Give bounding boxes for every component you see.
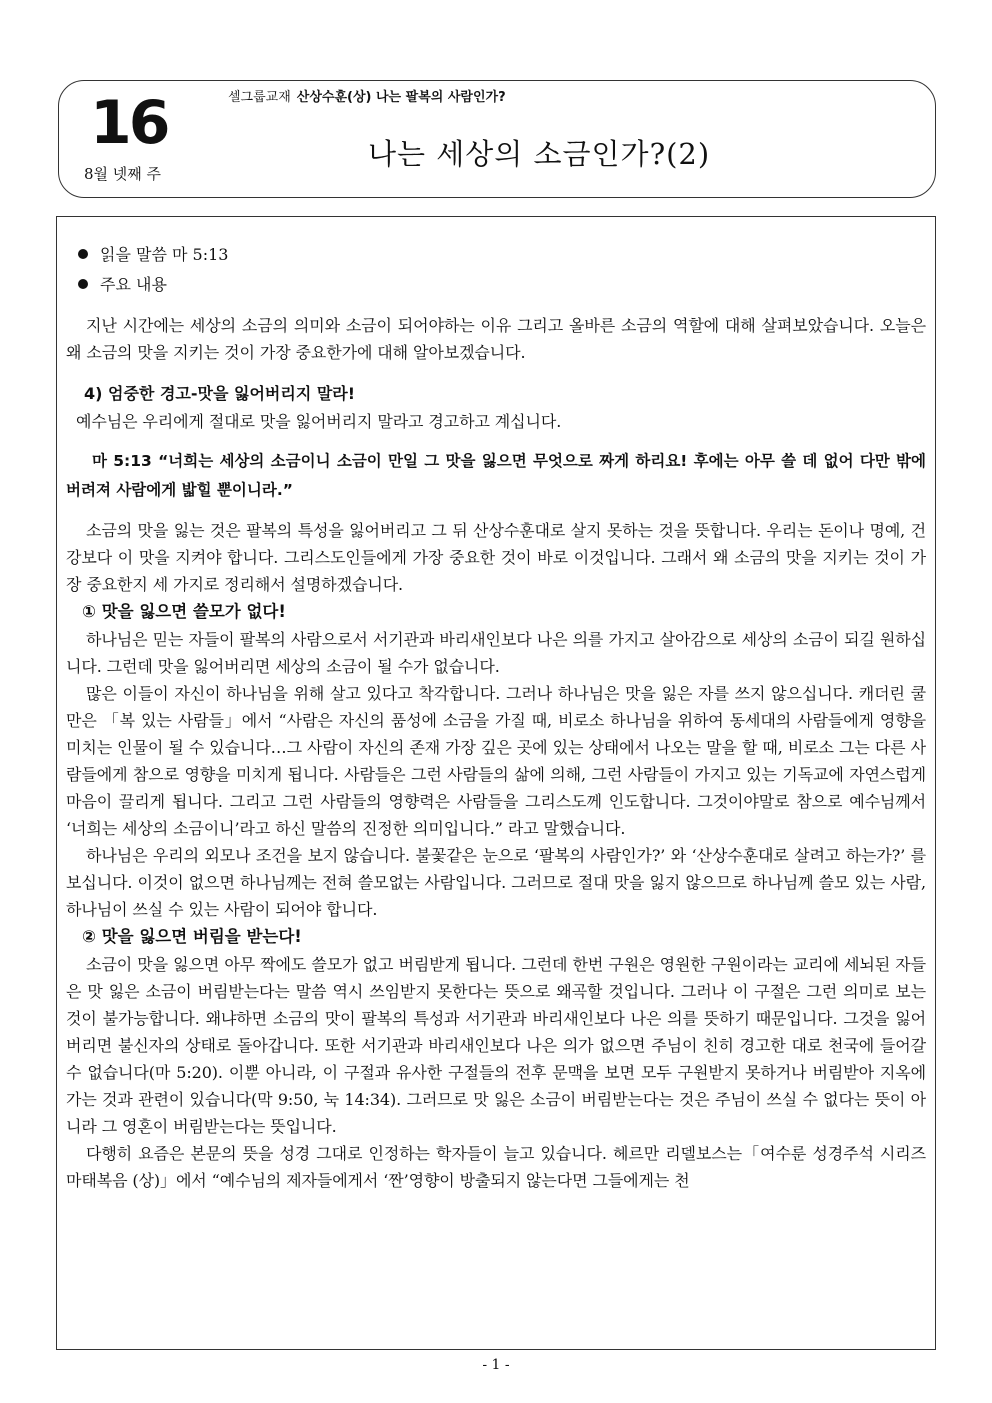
section4-heading: 4) 엄중한 경고-맛을 잃어버리지 말라! <box>84 384 356 403</box>
series-title: 산상수훈(상) 나는 팔복의 사람인가? <box>296 90 506 105</box>
page-title: 나는 세상의 소금인가?(2) <box>368 137 711 171</box>
reading-label: 읽을 말씀 <box>100 245 167 264</box>
series-label: 셀그룹교재 <box>228 90 291 105</box>
point2-paragraph: 소금이 맛을 잃으면 아무 짝에도 쓸모가 없고 버림받게 됩니다. 그런데 한번 구원은 영원한 구원이라는 교리에 세뇌된 자들은 맛 잃은 소금이 버림받는다는 말씀 역시 쓰임받지 못한다는 뜻으로 왜곡할 것입니다. 그러나 이 구절은 그런 의미로 보는 것이 불가능합니다. 왜냐하면 소금의 맛이 팔복의 특성과 서기관과 바리새인보다 나은 의를 뜻하기 때문입니다. 그것을 잃어버리면 불신자의 상태로 돌아갑니다. 또한 서기관과 바리새인보다 나은 의가 없으면 주님이 친히 경고한 대로 천국에 들어갈 수 없습니다(마 5:20). 이뿐 아니라, 이 구절과 유사한 구절들의 전후 문맥을 보면 모두 구원받지 못하거나 버림받아 지옥에 가는 것과 관련이 있습니다(막 9:50, 눅 14:34). 그러므로 맛 잃은 소금이 버림받는다는 것은 주님이 쓰실 수 없다는 뜻이 아니라 그 영혼이 버림받는다는 뜻입니다. <box>66 955 926 1136</box>
series-line <box>228 89 506 107</box>
verse-quote: 마 5:13 “너희는 세상의 소금이니 소금이 만일 그 맛을 잃으면 무엇으로 짜게 하리요! 후에는 아무 쓸 데 없어 다만 밖에 버려져 사람에게 밟힐 뿐이니라.” <box>66 452 926 499</box>
week-label: 8월 넷째 주 <box>84 165 162 183</box>
section4-lead: 예수님은 우리에게 절대로 맛을 잃어버리지 말라고 경고하고 계십니다. <box>76 412 562 431</box>
point2-paragraph: 다행히 요즘은 본문의 뜻을 성경 그대로 인정하는 학자들이 늘고 있습니다. 헤르만 리델보스는「여수룬 성경주석 시리즈 마태복음 (상)」에서 “예수님의 제자들에게서 ‘짠’영향이 방출되지 않는다면 그들에게는 천 <box>66 1144 926 1190</box>
reading-ref: 마 5:13 <box>172 245 229 264</box>
point1-heading: ① 맛을 잃으면 쓸모가 없다! <box>82 602 286 621</box>
bullet-icon <box>78 279 88 289</box>
point1-paragraph: 하나님은 믿는 자들이 팔복의 사람으로서 서기관과 바리새인보다 나은 의를 가지고 살아감으로 세상의 소금이 되길 원하십니다. 그런데 맛을 잃어버리면 세상의 소금이 될 수가 없습니다. <box>66 630 926 676</box>
point2-heading: ② 맛을 잃으면 버림을 받는다! <box>82 927 302 946</box>
section4-paragraph: 소금의 맛을 잃는 것은 팔복의 특성을 잃어버리고 그 뒤 산상수훈대로 살지 못하는 것을 뜻합니다. 우리는 돈이나 명예, 건강보다 이 맛을 지켜야 합니다. 그리스도인들에게 가장 중요한 것이 바로 이것입니다. 그래서 왜 소금의 맛을 지키는 것이 가장 중요한지 세 가지로 정리해서 설명하겠습니다. <box>66 521 926 594</box>
reading-line <box>66 240 926 270</box>
page-number: - 1 - <box>482 1357 510 1373</box>
lesson-number: 16 <box>90 88 168 158</box>
point1-paragraph: 하나님은 우리의 외모나 조건을 보지 않습니다. 불꽃같은 눈으로 ‘팔복의 사람인가?’ 와 ‘산상수훈대로 살려고 하는가?’ 를 보십니다. 이것이 없으면 하나님께는 전혀 쓸모없는 사람입니다. 그러므로 절대 맛을 잃지 않으므로 하나님께 쓸모 있는 사람, 하나님이 쓰실 수 있는 사람이 되어야 합니다. <box>66 846 926 919</box>
bullet-icon <box>78 249 88 259</box>
intro-paragraph: 지난 시간에는 세상의 소금의 의미와 소금이 되어야하는 이유 그리고 올바른 소금의 역할에 대해 살펴보았습니다. 오늘은 왜 소금의 맛을 지키는 것이 가장 중요한가에 대해 알아보겠습니다. <box>66 316 926 362</box>
main-content-line <box>66 270 926 300</box>
point1-paragraph: 많은 이들이 자신이 하나님을 위해 살고 있다고 착각합니다. 그러나 하나님은 맛을 잃은 자를 쓰지 않으십니다. 캐더린 쿨만은 「복 있는 사람들」에서 “사람은 자신의 품성에 소금을 가질 때, 비로소 하나님을 위하여 동세대의 사람들에게 영향을 미치는 인물이 될 수 있습니다…그 사람이 자신의 존재 가장 깊은 곳에 있는 상태에서 나오는 말을 할 때, 비로소 그는 다른 사람들에게 참으로 영향을 미치게 됩니다. 사람들은 그런 사람들의 삶에 의해, 그런 사람들이 가지고 있는 기독교에 자연스럽게 마음이 끌리게 됩니다. 그리고 그런 사람들의 영향력은 사람들을 그리스도께 인도합니다. 그것이야말로 참으로 예수님께서 ‘너희는 세상의 소금이니’라고 하신 말씀의 진정한 의미입니다.” 라고 말했습니다. <box>66 684 926 838</box>
content-body <box>66 240 926 1194</box>
main-content-label: 주요 내용 <box>100 275 167 294</box>
